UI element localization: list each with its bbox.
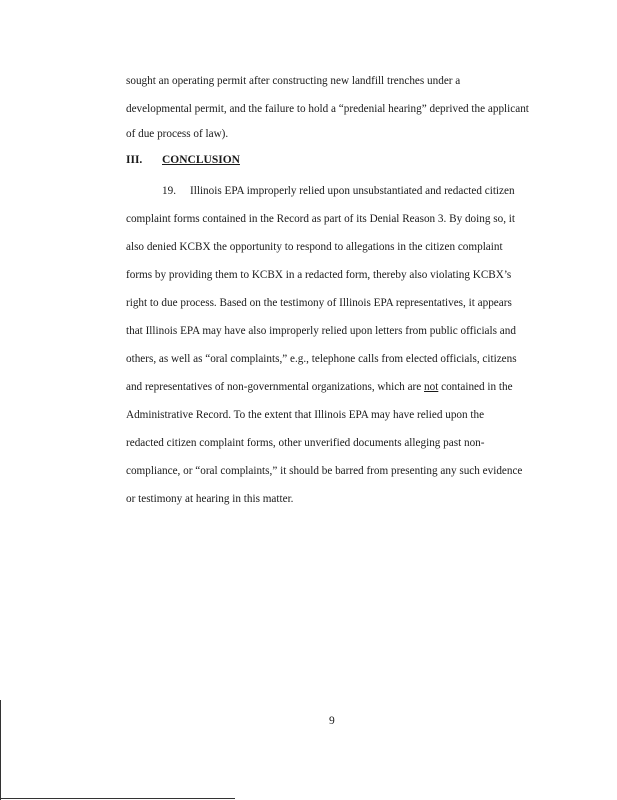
paragraph-line: right to due process. Based on the testimony of Illinois EPA representatives, it appears — [126, 297, 512, 309]
paragraph-line: complaint forms contained in the Record as part of its Denial Reason 3. By doing so, it — [126, 213, 516, 225]
paragraph-line: redacted citizen complaint forms, other unverified documents alleging past non- — [126, 437, 485, 449]
scan-edge-bottom — [0, 798, 235, 799]
section-heading — [126, 154, 240, 166]
emphasized-word: not — [424, 381, 439, 393]
scan-edge-left — [0, 700, 1, 800]
paragraph-first-line — [126, 184, 515, 198]
line-text-before: and representatives of non-governmental organizations, which are — [126, 381, 425, 393]
intro-line-2: developmental permit, and the failure to hold a “predenial hearing” deprived the applicant — [126, 103, 529, 115]
section-title: CONCLUSION — [162, 154, 240, 166]
paragraph-line: forms by providing them to KCBX in a redacted form, thereby also violating KCBX’s — [126, 269, 512, 281]
paragraph-line: Administrative Record. To the extent that Illinois EPA may have relied upon the — [126, 409, 485, 421]
paragraph-line: also denied KCBX the opportunity to respond to allegations in the citizen complaint — [126, 241, 503, 253]
section-number: III. — [126, 154, 143, 166]
paragraph-line: or testimony at hearing in this matter. — [126, 493, 294, 505]
page-number: 9 — [329, 715, 335, 727]
line-text-after: contained in the — [438, 381, 513, 393]
paragraph-line: compliance, or “oral complaints,” it should be barred from presenting any such evidence — [126, 465, 523, 477]
intro-line-3: of due process of law). — [126, 128, 229, 140]
paragraph-number: 19. — [162, 185, 176, 197]
paragraph-first-line-text: Illinois EPA improperly relied upon unsubstantiated and redacted citizen — [190, 185, 515, 197]
paragraph-line-with-emphasis — [126, 380, 513, 394]
intro-line-1: sought an operating permit after constructing new landfill trenches under a — [126, 75, 461, 87]
paragraph-line: others, as well as “oral complaints,” e.g., telephone calls from elected officials, citizens — [126, 353, 517, 365]
paragraph-line: that Illinois EPA may have also improperly relied upon letters from public officials and — [126, 325, 516, 337]
